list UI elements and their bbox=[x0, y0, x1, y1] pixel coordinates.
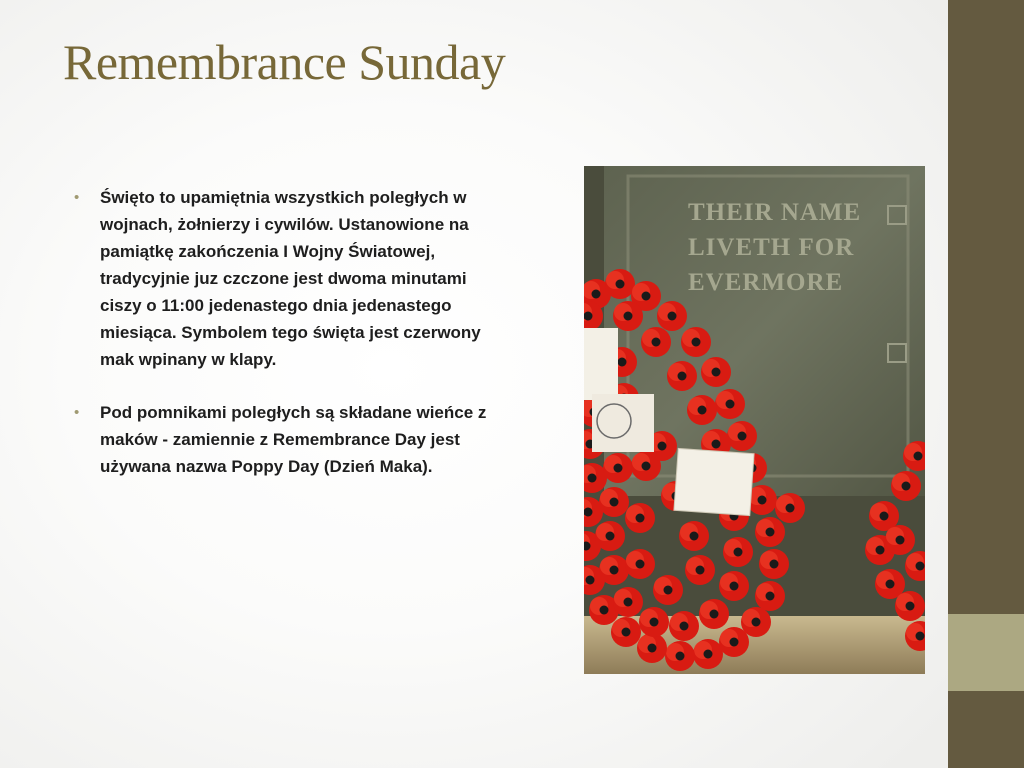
bullet-item bbox=[72, 184, 512, 373]
bullet-text: Święto to upamiętnia wszystkich poległych w wojnach, żołnierzy i cywilów. Ustanowione na pamiątkę zakończenia I Wojny Światowej, tradycyjnie juz czczone jest dwoma minutami ciszy o 11:00 jedenastego dnia jedenastego miesiąca. Symbolem tego święta jest czerwony mak wpinany w klapy. bbox=[100, 188, 481, 369]
wreath-card bbox=[584, 328, 618, 400]
poppy-wreath-photo bbox=[584, 166, 925, 674]
sidebar-band-light bbox=[948, 614, 1024, 691]
bullet-list bbox=[72, 184, 512, 506]
wreath-card bbox=[674, 448, 754, 515]
bullet-icon: • bbox=[74, 189, 80, 206]
sidebar-band-dark-bottom bbox=[948, 691, 1024, 768]
bullet-text: Pod pomnikami poległych są składane wieńce z maków - zamiennie z Remembrance Day jest używana nazwa Poppy Day (Dzień Maka). bbox=[100, 403, 487, 476]
bullet-item bbox=[72, 399, 512, 480]
sidebar-band-dark-top bbox=[948, 0, 1024, 614]
wreath-card bbox=[592, 394, 654, 452]
plaque-text-line: LIVETH FOR bbox=[688, 234, 855, 261]
plaque-text-line: EVERMORE bbox=[688, 269, 844, 296]
plaque-text-line: THEIR NAME bbox=[688, 199, 862, 226]
bullet-icon: • bbox=[74, 404, 80, 421]
slide-title: Remembrance Sunday bbox=[63, 34, 506, 90]
